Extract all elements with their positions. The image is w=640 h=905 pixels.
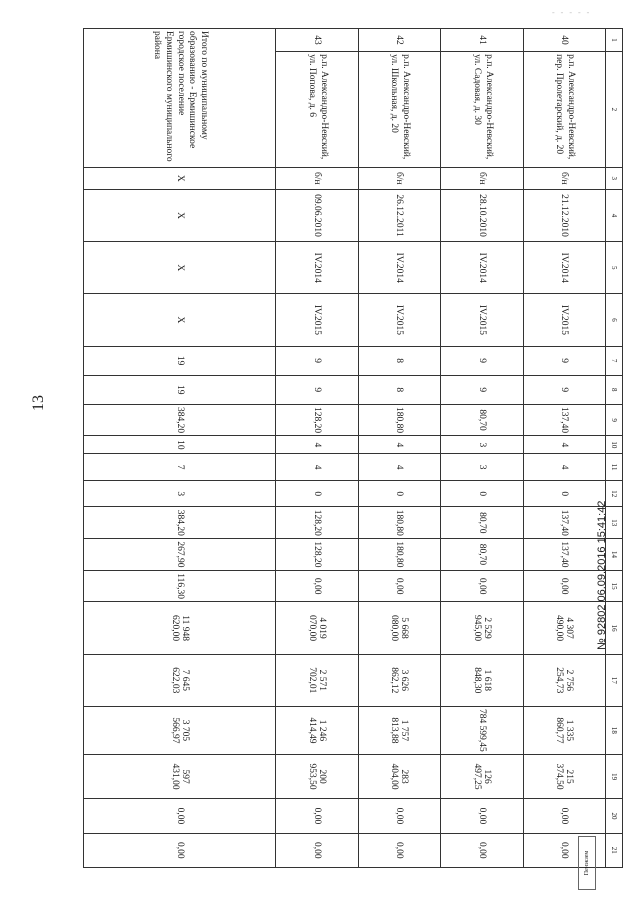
table-cell: 128,20 xyxy=(276,507,358,539)
column-index: 7 xyxy=(606,346,623,375)
table-row xyxy=(276,29,358,868)
table-cell: X xyxy=(84,242,276,294)
column-index: 2 xyxy=(606,52,623,168)
table-cell: 137,40 xyxy=(523,539,605,571)
table-cell: 9 xyxy=(523,346,605,375)
table-cell: X xyxy=(84,294,276,346)
table-cell: 21.12.2010 xyxy=(523,189,605,241)
table-cell: IV.2015 xyxy=(276,294,358,346)
table-cell: 128,20 xyxy=(276,539,358,571)
table-cell: 0 xyxy=(523,480,605,507)
table-cell: 28.10.2010 xyxy=(441,189,523,241)
page-number: 13 xyxy=(30,395,47,411)
table-cell: 4 xyxy=(276,436,358,454)
table-cell: 384,20 xyxy=(84,404,276,436)
table-cell: 9 xyxy=(441,346,523,375)
table-cell: 0,00 xyxy=(84,799,276,833)
total-label: Итого по муниципальному образованию - Ермишинское городское поселение Ермишинского муниципального района xyxy=(84,29,276,168)
table-cell: 1 618 848,30 xyxy=(441,654,523,706)
table-cell: 3 705 566,97 xyxy=(84,706,276,754)
table-cell: 09.06.2010 xyxy=(276,189,358,241)
table-cell: 11 948 620,00 xyxy=(84,602,276,654)
table-cell: 215 374,50 xyxy=(523,754,605,799)
column-index: 13 xyxy=(606,507,623,539)
table-cell: 0,00 xyxy=(523,570,605,602)
column-index: 17 xyxy=(606,654,623,706)
column-index: 21 xyxy=(606,833,623,867)
table-cell: 3 626 862,12 xyxy=(358,654,440,706)
table-cell: 283 404,00 xyxy=(358,754,440,799)
table-cell: 0 xyxy=(276,480,358,507)
table-cell: 26.12.2011 xyxy=(358,189,440,241)
table-cell: 128,20 xyxy=(276,404,358,436)
scan-marks: - - - - - xyxy=(552,8,592,17)
table-cell: 0,00 xyxy=(358,570,440,602)
table-cell: 0,00 xyxy=(358,799,440,833)
table-cell: 0,00 xyxy=(276,799,358,833)
table-cell: 1 757 813,88 xyxy=(358,706,440,754)
document-footer-stamp: № 92802 06.09.2016 15:41:42 xyxy=(596,500,608,650)
table-cell: 784 599,45 xyxy=(441,706,523,754)
table-cell: б/н xyxy=(358,167,440,189)
table-cell: 80,70 xyxy=(441,507,523,539)
table-cell: 0,00 xyxy=(441,833,523,867)
table-cell: 4 xyxy=(358,436,440,454)
row-number: 42 xyxy=(358,29,440,52)
table-cell: 1 335 860,77 xyxy=(523,706,605,754)
table-cell: 0,00 xyxy=(358,833,440,867)
address-cell: р.п. Александро-Невский, ул. Садовая, д. 30 xyxy=(441,52,523,168)
table-cell: 0,00 xyxy=(276,570,358,602)
table-cell: IV.2014 xyxy=(523,242,605,294)
table-cell: 0,00 xyxy=(523,799,605,833)
column-index: 4 xyxy=(606,189,623,241)
column-index: 18 xyxy=(606,706,623,754)
column-index: 16 xyxy=(606,602,623,654)
table-cell: 10 xyxy=(84,436,276,454)
table-cell: 200 953,50 xyxy=(276,754,358,799)
address-cell: р.п. Александро-Невский, ул. Попова, д. 6 xyxy=(276,52,358,168)
table-cell: 0,00 xyxy=(276,833,358,867)
column-index: 9 xyxy=(606,404,623,436)
table-cell: 384,20 xyxy=(84,507,276,539)
table-cell: 19 xyxy=(84,375,276,404)
table-cell: IV.2014 xyxy=(441,242,523,294)
table-cell: 7 xyxy=(84,454,276,481)
table-cell: 4 019 070,00 xyxy=(276,602,358,654)
table-cell: 126 497,25 xyxy=(441,754,523,799)
total-row xyxy=(84,29,276,868)
table-cell: 0,00 xyxy=(441,570,523,602)
table-cell: 7 645 622,03 xyxy=(84,654,276,706)
table-cell: 9 xyxy=(276,346,358,375)
table-cell: 4 xyxy=(276,454,358,481)
table-cell: 267,90 xyxy=(84,539,276,571)
table-cell: 5 668 080,00 xyxy=(358,602,440,654)
table-cell: IV.2014 xyxy=(358,242,440,294)
table-cell: IV.2015 xyxy=(523,294,605,346)
table-cell: 597 431,00 xyxy=(84,754,276,799)
table-cell: 80,70 xyxy=(441,539,523,571)
table-cell: 4 xyxy=(523,436,605,454)
table-cell: 8 xyxy=(358,375,440,404)
table-cell: б/н xyxy=(523,167,605,189)
table-cell: 2 571 702,01 xyxy=(276,654,358,706)
table-cell: 137,40 xyxy=(523,507,605,539)
address-cell: р.п. Александро-Невский, ул. Школьная, д. 20 xyxy=(358,52,440,168)
table-cell: 3 xyxy=(441,454,523,481)
table-cell: 3 xyxy=(84,480,276,507)
table-cell: 116,30 xyxy=(84,570,276,602)
table-cell: 8 xyxy=(358,346,440,375)
column-index: 14 xyxy=(606,539,623,571)
table-cell: 9 xyxy=(441,375,523,404)
table-cell: 0,00 xyxy=(84,833,276,867)
table-cell: 180,80 xyxy=(358,507,440,539)
table-cell: б/н xyxy=(441,167,523,189)
registration-stamp: Пенэкзем xyxy=(578,836,596,890)
table-cell: 9 xyxy=(276,375,358,404)
table-cell: 2 529 945,00 xyxy=(441,602,523,654)
table-cell: 80,70 xyxy=(441,404,523,436)
table-cell: 3 xyxy=(441,436,523,454)
table-cell: X xyxy=(84,189,276,241)
table-cell: 4 xyxy=(358,454,440,481)
table-cell: 2 756 254,73 xyxy=(523,654,605,706)
address-cell: р.п. Александро-Невский, пер. Пролетарский, д. 20 xyxy=(523,52,605,168)
table-cell: 137,40 xyxy=(523,404,605,436)
table-cell: IV.2014 xyxy=(276,242,358,294)
column-index: 1 xyxy=(606,29,623,52)
row-number: 43 xyxy=(276,29,358,52)
table-cell: б/н xyxy=(276,167,358,189)
column-index: 3 xyxy=(606,167,623,189)
column-index: 10 xyxy=(606,436,623,454)
table-cell: 19 xyxy=(84,346,276,375)
row-number: 41 xyxy=(441,29,523,52)
column-index: 20 xyxy=(606,799,623,833)
table-cell: IV.2015 xyxy=(358,294,440,346)
table-cell: 0,00 xyxy=(441,799,523,833)
column-index: 8 xyxy=(606,375,623,404)
table-row xyxy=(523,29,605,868)
column-index: 12 xyxy=(606,480,623,507)
column-index: 11 xyxy=(606,454,623,481)
relocation-table xyxy=(83,28,623,868)
table-cell: 1 246 414,49 xyxy=(276,706,358,754)
table-row xyxy=(441,29,523,868)
table-row xyxy=(358,29,440,868)
column-index: 15 xyxy=(606,570,623,602)
column-index: 19 xyxy=(606,754,623,799)
table-cell: 4 307 490,00 xyxy=(523,602,605,654)
column-index: 5 xyxy=(606,242,623,294)
column-index: 6 xyxy=(606,294,623,346)
row-number: 40 xyxy=(523,29,605,52)
table-cell: 180,80 xyxy=(358,539,440,571)
table-cell: 4 xyxy=(523,454,605,481)
table-cell: IV.2015 xyxy=(441,294,523,346)
table-cell: 9 xyxy=(523,375,605,404)
table-cell: 0,00 xyxy=(523,833,605,867)
table-cell: 0 xyxy=(358,480,440,507)
table-cell: 180,80 xyxy=(358,404,440,436)
table-cell: X xyxy=(84,167,276,189)
table-cell: 0 xyxy=(441,480,523,507)
